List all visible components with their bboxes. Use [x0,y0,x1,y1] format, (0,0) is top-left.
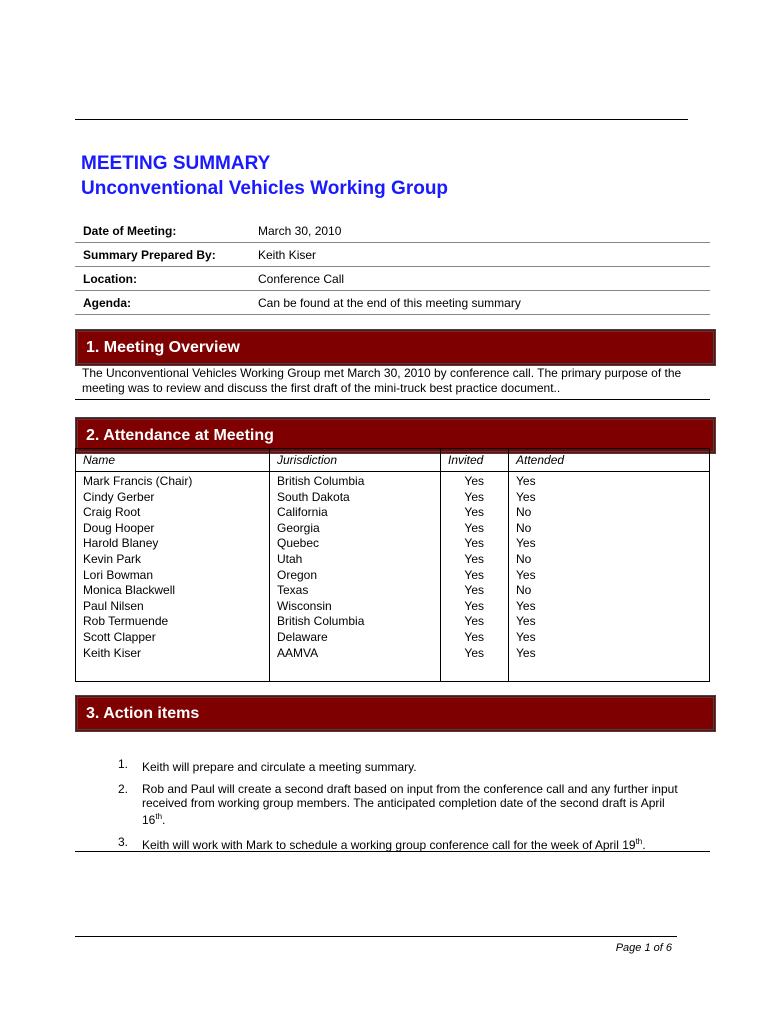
info-label: Date of Meeting: [83,223,177,238]
action-item-ordinal: th [635,837,643,846]
info-value: Conference Call [258,271,345,286]
action-item [75,757,685,774]
info-value: March 30, 2010 [258,223,342,238]
attendee-name: Scott Clapper [76,630,270,646]
empty-cell [509,661,710,682]
attendee-invited: Yes [441,630,509,646]
column-header-attended: Attended [509,449,710,472]
attendee-attended: Yes [509,630,710,646]
attendee-name: Rob Termuende [76,614,270,630]
action-item-number: 1. [117,757,128,771]
empty-cell [76,661,270,682]
attendee-invited: Yes [441,614,509,630]
attendance-header-row [76,449,710,472]
attendee-name: Keith Kiser [76,646,270,662]
attendee-invited: Yes [441,552,509,568]
info-row-agenda [75,291,710,315]
action-item-tail: . [642,838,646,852]
section-heading-text: 1. Meeting Overview [86,338,240,356]
attendee-jurisdiction: AAMVA [270,646,441,662]
attendee-attended: Yes [509,599,710,615]
attendee-jurisdiction: Quebec [270,536,441,552]
info-row-location [75,267,710,291]
attendee-name: Monica Blackwell [76,583,270,599]
column-header-invited: Invited [441,449,509,472]
info-label: Agenda: [83,295,131,310]
attendee-invited: Yes [441,472,509,490]
attendee-invited: Yes [441,536,509,552]
document-subtitle: Unconventional Vehicles Working Group [81,178,449,199]
attendee-name: Paul Nilsen [76,599,270,615]
attendance-row [76,630,710,646]
action-item-tail: . [162,813,166,827]
info-value: Keith Kiser [258,247,317,262]
attendee-attended: No [509,505,710,521]
section-heading-text: 2. Attendance at Meeting [86,426,274,444]
attendee-name: Cindy Gerber [76,490,270,506]
attendee-jurisdiction: British Columbia [270,614,441,630]
attendee-name: Lori Bowman [76,568,270,584]
action-item-text-wrap [128,782,685,827]
attendance-row [76,472,710,490]
empty-cell [441,661,509,682]
attendee-name: Doug Hooper [76,521,270,537]
attendee-attended: Yes [509,568,710,584]
action-item-number: 2. [117,782,128,796]
attendee-name: Kevin Park [76,552,270,568]
attendee-invited: Yes [441,599,509,615]
attendance-table [75,448,710,682]
action-items-list [75,757,685,860]
attendee-jurisdiction: Wisconsin [270,599,441,615]
top-divider [75,119,688,120]
attendee-name: Craig Root [76,505,270,521]
attendance-row [76,583,710,599]
actions-divider [75,851,710,852]
page-number: Page 1 of 6 [615,942,672,954]
attendee-jurisdiction: California [270,505,441,521]
attendance-row [76,521,710,537]
attendance-body [76,472,710,682]
action-item-text: Keith will work with Mark to schedule a working group conference call for the week of April 19 [142,838,636,852]
attendee-invited: Yes [441,490,509,506]
attendee-invited: Yes [441,568,509,584]
action-item-text-wrap [128,757,685,774]
attendee-jurisdiction: Delaware [270,630,441,646]
attendance-row [76,505,710,521]
attendee-jurisdiction: Texas [270,583,441,599]
attendee-name: Harold Blaney [76,536,270,552]
action-item-text: Rob and Paul will create a second draft based on input from the conference call and any further input received from working group members. The anticipated completion date of the second draft is April 16 [142,782,678,827]
section-heading-text: 3. Action items [86,704,200,722]
overview-paragraph: The Unconventional Vehicles Working Group met March 30, 2010 by conference call. The primary purpose of the meeting was to review and discuss the first draft of the mini-truck best practice document.. [82,366,682,395]
attendance-row [76,599,710,615]
info-label: Summary Prepared By: [83,247,216,262]
info-value: Can be found at the end of this meeting summary [258,295,521,310]
attendee-invited: Yes [441,521,509,537]
attendee-attended: Yes [509,490,710,506]
attendee-attended: No [509,521,710,537]
attendee-jurisdiction: Oregon [270,568,441,584]
attendee-invited: Yes [441,505,509,521]
action-item [75,782,685,827]
document-title: MEETING SUMMARY [81,153,271,174]
attendee-attended: Yes [509,614,710,630]
column-header-jurisdiction: Jurisdiction [270,449,441,472]
attendee-attended: Yes [509,646,710,662]
attendee-jurisdiction: British Columbia [270,472,441,490]
column-header-name: Name [76,449,270,472]
attendee-jurisdiction: South Dakota [270,490,441,506]
attendee-attended: No [509,552,710,568]
section-heading-overview [75,329,716,366]
attendance-row [76,536,710,552]
attendee-name: Mark Francis (Chair) [76,472,270,490]
action-item-number: 3. [117,835,128,849]
info-row-prepared-by [75,243,710,267]
attendee-invited: Yes [441,646,509,662]
attendance-blank-row [76,661,710,682]
attendance-row [76,646,710,662]
attendee-jurisdiction: Georgia [270,521,441,537]
info-label: Location: [83,271,137,286]
section-heading-actions [75,695,716,732]
attendance-row [76,490,710,506]
overview-divider [75,399,710,400]
action-item-ordinal: th [155,812,163,821]
attendee-attended: Yes [509,536,710,552]
footer-divider [75,936,677,937]
info-row-date [75,219,710,243]
meeting-info-table [75,219,710,315]
attendee-attended: Yes [509,472,710,490]
attendance-row [76,614,710,630]
attendee-invited: Yes [441,583,509,599]
action-item-text: Keith will prepare and circulate a meeting summary. [142,760,417,774]
action-item-text-wrap [128,835,685,852]
attendance-row [76,552,710,568]
attendee-jurisdiction: Utah [270,552,441,568]
attendance-row [76,568,710,584]
empty-cell [270,661,441,682]
attendee-attended: No [509,583,710,599]
action-item [75,835,685,852]
